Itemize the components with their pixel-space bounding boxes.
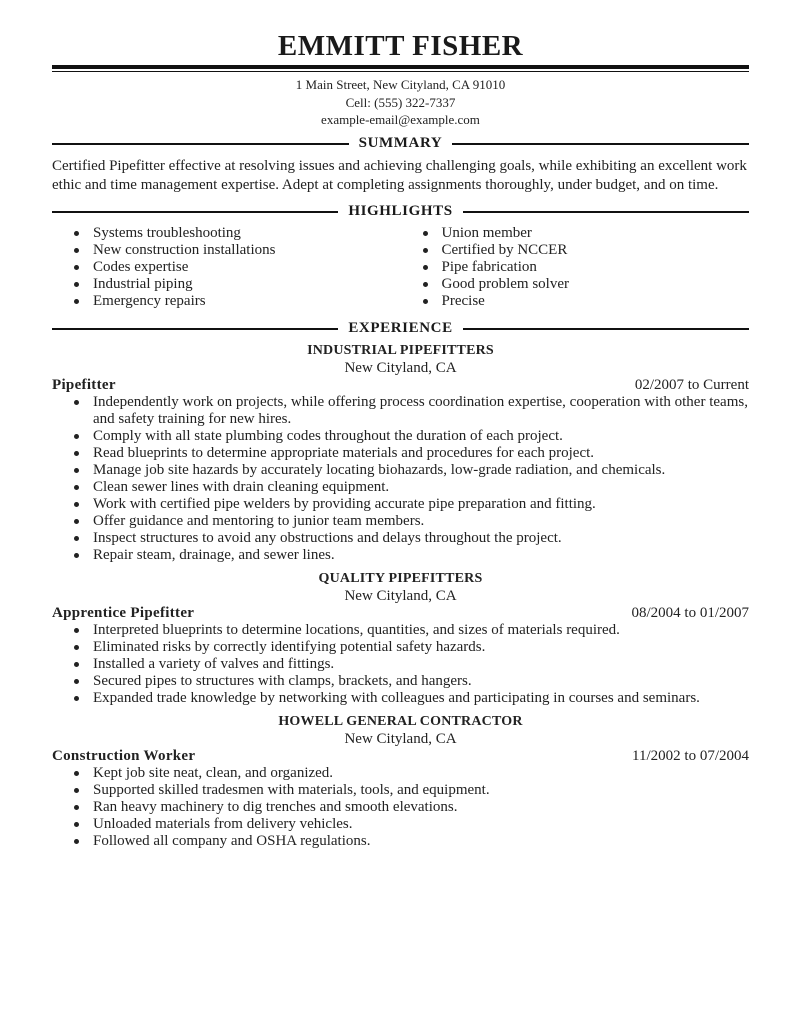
job-entry: [52, 570, 749, 707]
job-bullet: Clean sewer lines with drain cleaning equipment.: [93, 479, 749, 496]
highlights-list-left: [52, 225, 401, 310]
job-bullet: Ran heavy machinery to dig trenches and smooth elevations.: [93, 799, 749, 816]
header-rule-thin: [52, 71, 749, 72]
highlight-item: Emergency repairs: [93, 293, 401, 310]
job-bullet: Repair steam, drainage, and sewer lines.: [93, 547, 749, 564]
heading-rule-left: [52, 328, 338, 330]
job-company: INDUSTRIAL PIPEFITTERS: [307, 342, 494, 358]
highlights-list-right: [401, 225, 750, 310]
job-bullet: Followed all company and OSHA regulations.: [93, 833, 749, 850]
contact-address: 1 Main Street, New Cityland, CA 91010: [295, 77, 506, 92]
job-role-row: [52, 377, 749, 394]
highlight-item: Pipe fabrication: [442, 259, 750, 276]
highlight-item: Good problem solver: [442, 276, 750, 293]
job-bullet: Installed a variety of valves and fittings.: [93, 656, 749, 673]
job-bullet: Interpreted blueprints to determine locations, quantities, and sizes of materials required.: [93, 622, 749, 639]
highlights-heading: [52, 203, 749, 221]
job-dates: 02/2007 to Current: [634, 376, 749, 393]
candidate-name: EMMITT FISHER: [277, 30, 524, 62]
contact-phone: Cell: (555) 322-7337: [345, 94, 456, 110]
highlight-item: Industrial piping: [93, 276, 401, 293]
job-title: Apprentice Pipefitter: [52, 604, 195, 621]
resume-page: [52, 0, 749, 850]
highlight-item: Certified by NCCER: [442, 242, 750, 259]
highlights-title: HIGHLIGHTS: [348, 203, 453, 219]
job-bullet: Secured pipes to structures with clamps, brackets, and hangers.: [93, 673, 749, 690]
highlight-item: Codes expertise: [93, 259, 401, 276]
job-company: HOWELL GENERAL CONTRACTOR: [278, 713, 523, 729]
highlight-item: Union member: [442, 225, 750, 242]
job-bullet: Kept job site neat, clean, and organized.: [93, 765, 749, 782]
heading-rule-left: [52, 143, 349, 145]
job-dates: 08/2004 to 01/2007: [631, 604, 749, 621]
experience-title: EXPERIENCE: [348, 320, 453, 336]
job-bullet: Offer guidance and mentoring to junior team members.: [93, 513, 749, 530]
job-bullet: Manage job site hazards by accurately locating biohazards, low-grade radiation, and chemicals.: [93, 462, 749, 479]
heading-rule-right: [463, 328, 749, 330]
job-location: New Cityland, CA: [344, 587, 457, 604]
job-dates: 11/2002 to 07/2004: [632, 747, 749, 764]
job-bullets: [52, 765, 749, 850]
job-bullet: Read blueprints to determine appropriate materials and procedures for each project.: [93, 445, 749, 462]
heading-rule-left: [52, 211, 338, 213]
job-role-row: [52, 748, 749, 765]
job-bullet: Inspect structures to avoid any obstructions and delays throughout the project.: [93, 530, 749, 547]
job-bullet: Comply with all state plumbing codes throughout the duration of each project.: [93, 428, 749, 445]
summary-heading: [52, 135, 749, 153]
summary-title: SUMMARY: [358, 135, 443, 151]
job-title: Construction Worker: [52, 747, 196, 764]
job-bullet: Supported skilled tradesmen with materials, tools, and equipment.: [93, 782, 749, 799]
experience-heading: [52, 320, 749, 338]
job-entry: [52, 342, 749, 564]
heading-rule-right: [463, 211, 749, 213]
summary-text: Certified Pipefitter effective at resolving issues and achieving challenging goals, while exhibiting an excellent work ethic and time management expertise. Adept at completing assignments thoroughly, under budget, and on time.: [52, 157, 747, 193]
job-entry: [52, 713, 749, 850]
job-bullets: [52, 394, 749, 564]
header-rule-thick: [52, 65, 749, 69]
job-title: Pipefitter: [52, 376, 116, 393]
job-role-row: [52, 605, 749, 622]
job-bullets: [52, 622, 749, 707]
job-bullet: Expanded trade knowledge by networking with colleagues and participating in courses and seminars.: [93, 690, 749, 707]
job-location: New Cityland, CA: [344, 730, 457, 747]
highlight-item: Precise: [442, 293, 750, 310]
highlights-columns: [52, 225, 749, 310]
job-bullet: Independently work on projects, while offering process coordination expertise, cooperation with other teams, and safety training for new hires.: [93, 393, 748, 427]
job-location: New Cityland, CA: [344, 359, 457, 376]
job-bullet: Unloaded materials from delivery vehicles.: [93, 816, 749, 833]
highlight-item: Systems troubleshooting: [93, 225, 401, 242]
job-bullet: Eliminated risks by correctly identifying potential safety hazards.: [93, 639, 749, 656]
heading-rule-right: [452, 143, 749, 145]
contact-block: [52, 76, 749, 129]
highlight-item: New construction installations: [93, 242, 401, 259]
contact-email: example-email@example.com: [321, 112, 480, 127]
job-company: QUALITY PIPEFITTERS: [318, 570, 483, 586]
job-bullet: Work with certified pipe welders by providing accurate pipe preparation and fitting.: [93, 496, 749, 513]
